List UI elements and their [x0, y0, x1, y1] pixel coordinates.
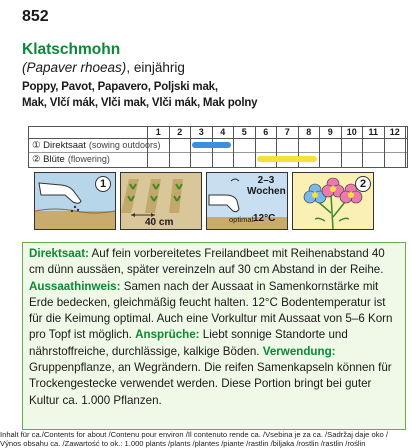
month-12: 12 — [389, 127, 400, 137]
label-ansprueche: Ansprüche: — [135, 328, 200, 342]
row-label-text: ① Direktsaat — [32, 140, 86, 151]
month-3: 3 — [198, 127, 204, 137]
item-number: 852 — [22, 8, 49, 25]
label-aussaathinweis: Aussaathinweis: — [29, 279, 121, 293]
optimal-temperature: 12°C — [253, 213, 276, 224]
text-direktsaat: Auf fein vorbereitetes Freilandbeet mit Reihenabstand 40 cm dünn aussäen, später vereinzeln auf 30 cm Abstand in der Reihe. — [29, 247, 385, 277]
pictogram-flowering — [292, 172, 374, 230]
row-label-flowering — [32, 153, 110, 166]
contents-footer-line1: Inhalt für ca./Contents for about /Contenu pour environ /Il contenuto rende ca. /Vsebina je za ca. /Sadržaj daje oko / — [0, 430, 388, 439]
instructions-box — [22, 242, 406, 430]
sowing-calendar — [28, 126, 408, 168]
plant-title: Klatschmohn — [22, 41, 121, 58]
month-10: 10 — [346, 127, 357, 137]
contents-footer-line2: Výnos obsahu ca. /Zawartość to ok.: 1.000 plants /plants /plantes /piante /rastlin /biljaka /rostlin /rastlin /roślin — [0, 439, 366, 448]
step-number-2: 2 — [355, 176, 371, 192]
weeks-label: Wochen — [247, 186, 286, 197]
month-2: 2 — [177, 127, 183, 137]
label-direktsaat: Direktsaat: — [29, 247, 89, 260]
calendar-gridline — [405, 127, 406, 167]
text-verwendung: Gruppenpflanze, an Wegrändern. Die reifen Samenkapseln können für Trockengestecke verwendet werden. Diese Portion bringt bei guter Kultur ca. 1.000 Pflanzen. — [29, 361, 392, 407]
weeks-value: 2–3 — [257, 175, 275, 186]
row-label-text: ② Blüte — [32, 154, 65, 165]
calendar-row-flowering — [29, 153, 407, 166]
pictogram-germination — [206, 172, 288, 230]
month-5: 5 — [241, 127, 247, 137]
text-ansprueche: Liebt sonnige Standorte und nährstoffreiche, durchlässige, kalkige Böden. — [29, 328, 348, 358]
text-aussaathinweis: Samen nach der Aussaat in Samenkornstärke mit Erde bedecken, gleichmäßig feucht halten. 12°C Bodentemperatur ist für die Keimung optimal. Auch eine Vorkultur mit Aussaat von 5–6 Korn pro Topf ist möglich. — [29, 279, 393, 342]
month-8: 8 — [306, 127, 312, 137]
month-11: 11 — [368, 127, 378, 137]
sowing-period-bar — [192, 142, 231, 148]
latin-name: (Papaver rhoeas) — [22, 60, 127, 75]
optimal-label: optimal: — [229, 215, 256, 224]
label-verwendung: Verwendung: — [262, 344, 336, 358]
flowering-period-bar — [257, 156, 318, 162]
pictogram-row-spacing — [120, 172, 202, 230]
instructions-text — [29, 246, 401, 409]
translated-names-line1: Poppy, Pavot, Papavero, Poljski mak, — [22, 81, 218, 93]
row-label-english: (sowing outdoors) — [88, 140, 161, 150]
month-4: 4 — [220, 127, 226, 137]
step-number-1: 1 — [95, 176, 111, 192]
row-label-english: (flowering) — [67, 154, 110, 164]
lifecycle: , einjährig — [126, 60, 185, 75]
month-7: 7 — [284, 127, 290, 137]
germination-time — [247, 175, 285, 197]
plant-subtitle — [22, 60, 185, 75]
month-9: 9 — [327, 127, 333, 137]
pictogram-direct-sowing — [34, 172, 116, 230]
month-1: 1 — [155, 127, 161, 137]
month-6: 6 — [263, 127, 269, 137]
row-spacing-label: 40 cm — [145, 217, 174, 228]
row-label-direct-sowing — [32, 139, 160, 152]
translated-names-line2: Mak, Vlčí mák, Vlči mak, Vlči mák, Mak polny — [22, 97, 258, 109]
